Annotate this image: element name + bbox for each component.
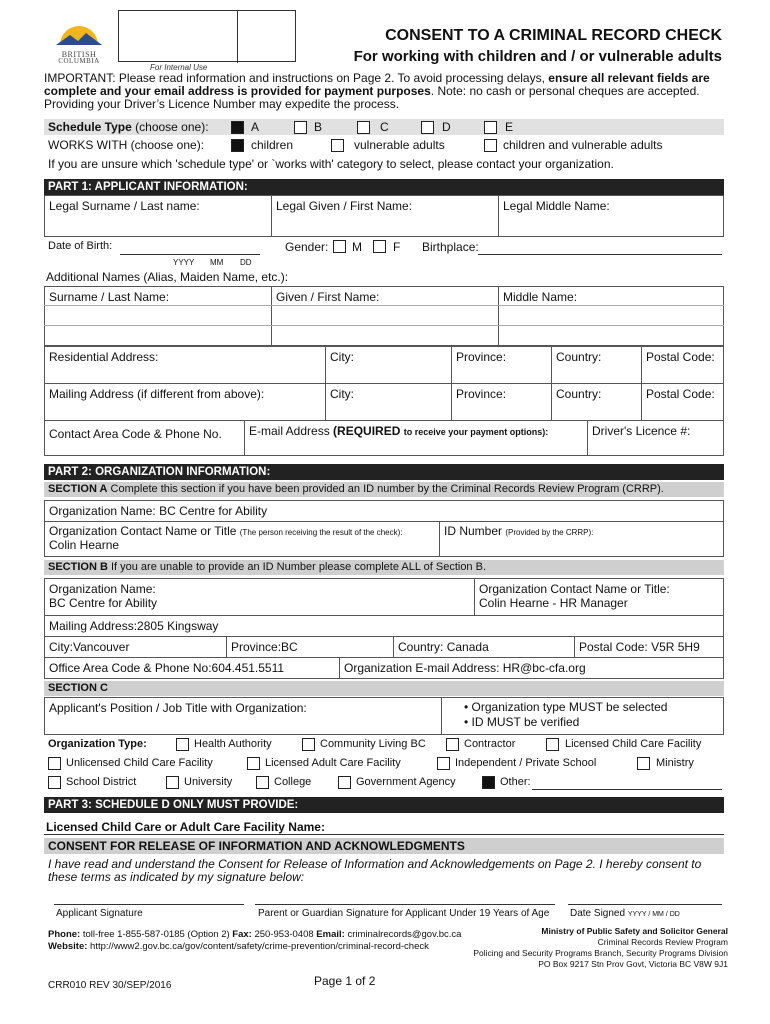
- guardian-signature-field[interactable]: [255, 904, 555, 905]
- type-contractor-checkbox[interactable]: [446, 738, 459, 751]
- type-college-label: College: [274, 776, 312, 788]
- res-city-field[interactable]: City:: [325, 346, 452, 384]
- form-id: CRR010 REV 30/SEP/2016: [48, 980, 172, 991]
- page-subtitle: For working with children and / or vulnerable adults: [353, 48, 722, 65]
- type-health-label: Health Authority: [194, 738, 272, 750]
- logo-line2: COLUMBIA: [58, 57, 100, 65]
- type-unlicensed-child-label: Unlicensed Child Care Facility: [66, 757, 213, 769]
- gender-f-checkbox[interactable]: [373, 240, 386, 253]
- b-country-field[interactable]: Country: Canada: [393, 636, 575, 658]
- footer-contact: Phone: toll-free 1-855-587-0185 (Option 2) Fax: 250-953-0408 Email: criminalrecords@gov.bc.ca Website: http://www2.gov.bc.ca/gov/content/safety/crime-prevention/criminal-record-check: [48, 929, 462, 952]
- type-university-label: University: [184, 776, 233, 788]
- b-mailing-field[interactable]: Mailing Address:2805 Kingsway: [44, 615, 724, 637]
- important-note: IMPORTANT: Please read information and instructions on Page 2. To avoid processing delays, ensure all relevant fields are complete and your email address is provided for payment purposes. Note: no cash or personal cheques are accepted. Providing your Driver’s Licence Number may expedite the process.: [44, 71, 710, 111]
- page-title: CONSENT TO A CRIMINAL RECORD CHECK: [385, 27, 722, 44]
- type-government-checkbox[interactable]: [338, 776, 351, 789]
- internal-use-label: For Internal Use: [150, 63, 208, 72]
- date-signed-label: Date Signed YYYY / MM / DD: [570, 908, 680, 919]
- works-both-checkbox[interactable]: [484, 139, 497, 152]
- b-phone-field[interactable]: Office Area Code & Phone No:604.451.5511: [44, 657, 340, 679]
- logo-line1: BRITISH: [61, 50, 97, 59]
- schedule-b-checkbox[interactable]: [294, 121, 307, 134]
- page-number: Page 1 of 2: [314, 974, 376, 988]
- type-community-label: Community Living BC: [320, 738, 426, 750]
- applicant-signature-label: Applicant Signature: [56, 908, 143, 919]
- email-address-field[interactable]: E-mail Address (REQUIRED to receive your payment options):: [244, 420, 588, 456]
- b-province-field[interactable]: Province:BC: [226, 636, 394, 658]
- res-province-field[interactable]: Province:: [451, 346, 552, 384]
- type-licensed-child-label: Licensed Child Care Facility: [565, 738, 702, 750]
- residential-address-field[interactable]: Residential Address:: [44, 346, 326, 384]
- section-b-header: SECTION B If you are unable to provide an ID Number please complete ALL of Section B.: [44, 560, 724, 575]
- bc-sun-icon: [50, 25, 108, 47]
- section-c-header: SECTION C: [44, 681, 724, 696]
- part2-header: PART 2: ORGANIZATION INFORMATION:: [44, 464, 724, 480]
- b-city-field[interactable]: City:Vancouver: [44, 636, 227, 658]
- id-number-field[interactable]: ID Number (Provided by the CRRP):: [439, 521, 724, 557]
- org-name-field[interactable]: Organization Name: BC Centre for Ability: [44, 500, 724, 522]
- schedule-a-checkbox[interactable]: [231, 121, 244, 134]
- org-type-label: Organization Type:: [48, 738, 147, 750]
- type-licensed-adult-label: Licensed Adult Care Facility: [265, 757, 401, 769]
- gender-m-checkbox[interactable]: [333, 240, 346, 253]
- facility-name-field[interactable]: [44, 834, 724, 835]
- works-children-checkbox[interactable]: [231, 139, 244, 152]
- birthplace-label: Birthplace:: [422, 240, 479, 254]
- schedule-e-checkbox[interactable]: [484, 121, 497, 134]
- schedule-b-label: B: [314, 120, 323, 134]
- dob-dd: DD: [240, 258, 252, 267]
- facility-name-label: Licensed Child Care or Adult Care Facility Name:: [46, 820, 325, 834]
- schedule-c-label: C: [380, 120, 389, 134]
- schedule-e-label: E: [505, 120, 514, 134]
- schedule-d-checkbox[interactable]: [421, 121, 434, 134]
- type-college-checkbox[interactable]: [256, 776, 269, 789]
- section-a-header: SECTION A Complete this section if you have been provided an ID number by the Criminal Records Review Program (CRRP).: [44, 482, 724, 497]
- works-with-label: WORKS WITH (choose one):: [48, 138, 205, 152]
- schedule-d-label: D: [442, 120, 451, 134]
- part3-header: PART 3: SCHEDULE D ONLY MUST PROVIDE:: [44, 797, 724, 813]
- type-university-checkbox[interactable]: [166, 776, 179, 789]
- mailing-address-field[interactable]: Mailing Address (if different from above):: [44, 383, 326, 421]
- works-children-label: children: [251, 138, 294, 152]
- mail-province-field[interactable]: Province:: [451, 383, 552, 421]
- mail-city-field[interactable]: City:: [325, 383, 452, 421]
- type-other-field[interactable]: [532, 789, 722, 790]
- works-vulnerable-checkbox[interactable]: [331, 139, 344, 152]
- type-licensed-adult-checkbox[interactable]: [247, 757, 260, 770]
- type-contractor-label: Contractor: [464, 738, 516, 750]
- birthplace-field[interactable]: [478, 254, 722, 255]
- b-postal-field[interactable]: Postal Code: V5R 5H9: [574, 636, 724, 658]
- add-surname-field[interactable]: Surname / Last Name:: [44, 286, 272, 346]
- gender-label: Gender:: [285, 240, 329, 254]
- gender-f-label: F: [393, 240, 401, 254]
- additional-names-label: Additional Names (Alias, Maiden Name, etc.):: [46, 270, 289, 284]
- applicant-signature-field[interactable]: [54, 904, 244, 905]
- type-unlicensed-child-checkbox[interactable]: [48, 757, 61, 770]
- res-country-field[interactable]: Country:: [551, 346, 642, 384]
- b-email-field[interactable]: Organization E-mail Address: HR@bc-cfa.org: [339, 657, 724, 679]
- bc-logo: [50, 25, 108, 69]
- type-ministry-label: Ministry: [656, 757, 694, 769]
- schedule-c-checkbox[interactable]: [357, 121, 370, 134]
- consent-header: CONSENT FOR RELEASE OF INFORMATION AND ACKNOWLEDGMENTS: [44, 838, 724, 854]
- schedule-label: Schedule Type (choose one):: [48, 120, 209, 134]
- legal-middle-field[interactable]: Legal Middle Name:: [498, 195, 724, 237]
- date-signed-field[interactable]: [568, 904, 722, 905]
- drivers-licence-field[interactable]: Driver's Licence #:: [587, 420, 724, 456]
- internal-use-box: [118, 10, 296, 62]
- guardian-signature-label: Parent or Guardian Signature for Applicant Under 19 Years of Age: [258, 908, 550, 919]
- type-health-checkbox[interactable]: [176, 738, 189, 751]
- dob-label: Date of Birth:: [48, 240, 113, 252]
- type-licensed-child-checkbox[interactable]: [546, 738, 559, 751]
- type-independent-checkbox[interactable]: [437, 757, 450, 770]
- b-contact-field[interactable]: Organization Contact Name or Title: Colin Hearne - HR Manager: [474, 578, 724, 616]
- contact-phone-field[interactable]: Contact Area Code & Phone No.: [44, 420, 245, 456]
- dob-yyyy: YYYY: [173, 258, 195, 267]
- dob-mm: MM: [210, 258, 224, 267]
- type-other-checkbox[interactable]: [482, 776, 495, 789]
- add-given-field[interactable]: Given / First Name:: [271, 286, 499, 346]
- type-other-label: Other:: [500, 776, 531, 788]
- consent-text: I have read and understand the Consent for Release of Information and Acknowledgements on Page 2. I hereby consent to these terms as indicated by my signature below:: [48, 857, 702, 884]
- b-org-name-field[interactable]: Organization Name: BC Centre for Ability: [44, 578, 475, 616]
- footer-ministry: Ministry of Public Safety and Solicitor General Criminal Records Review Program Policing and Security Programs Branch, Security Programs Division PO Box 9217 Stn Prov Govt, Victoria BC V8W 9J1: [473, 926, 728, 969]
- schedule-a-label: A: [251, 120, 260, 134]
- unsure-note: If you are unsure which 'schedule type' or `works with' category to select, please contact your organization.: [48, 157, 614, 171]
- type-community-checkbox[interactable]: [302, 738, 315, 751]
- type-independent-label: Independent / Private School: [455, 757, 597, 769]
- section-c-notes: • Organization type MUST be selected • ID MUST be verified: [441, 697, 724, 735]
- res-postal-field[interactable]: Postal Code:: [641, 346, 724, 384]
- legal-given-field[interactable]: Legal Given / First Name:: [271, 195, 499, 237]
- type-government-label: Government Agency: [356, 776, 456, 788]
- mail-postal-field[interactable]: Postal Code:: [641, 383, 724, 421]
- type-school-label: School District: [66, 776, 137, 788]
- website-link[interactable]: http://www2.gov.bc.ca/gov/content/safety/crime-prevention/criminal-record-check: [87, 941, 429, 952]
- works-both-label: children and vulnerable adults: [503, 138, 663, 152]
- add-middle-field[interactable]: Middle Name:: [498, 286, 724, 346]
- mail-country-field[interactable]: Country:: [551, 383, 642, 421]
- type-school-checkbox[interactable]: [48, 776, 61, 789]
- dob-field[interactable]: [120, 254, 260, 255]
- works-vulnerable-label: vulnerable adults: [354, 138, 445, 152]
- legal-surname-field[interactable]: Legal Surname / Last name:: [44, 195, 272, 237]
- org-contact-field[interactable]: Organization Contact Name or Title (The person receiving the result of the check): Colin Hearne: [44, 521, 440, 557]
- applicant-position-field[interactable]: Applicant's Position / Job Title with Organization:: [44, 697, 442, 735]
- type-ministry-checkbox[interactable]: [637, 757, 650, 770]
- gender-m-label: M: [352, 240, 362, 254]
- part1-header: PART 1: APPLICANT INFORMATION:: [44, 179, 724, 195]
